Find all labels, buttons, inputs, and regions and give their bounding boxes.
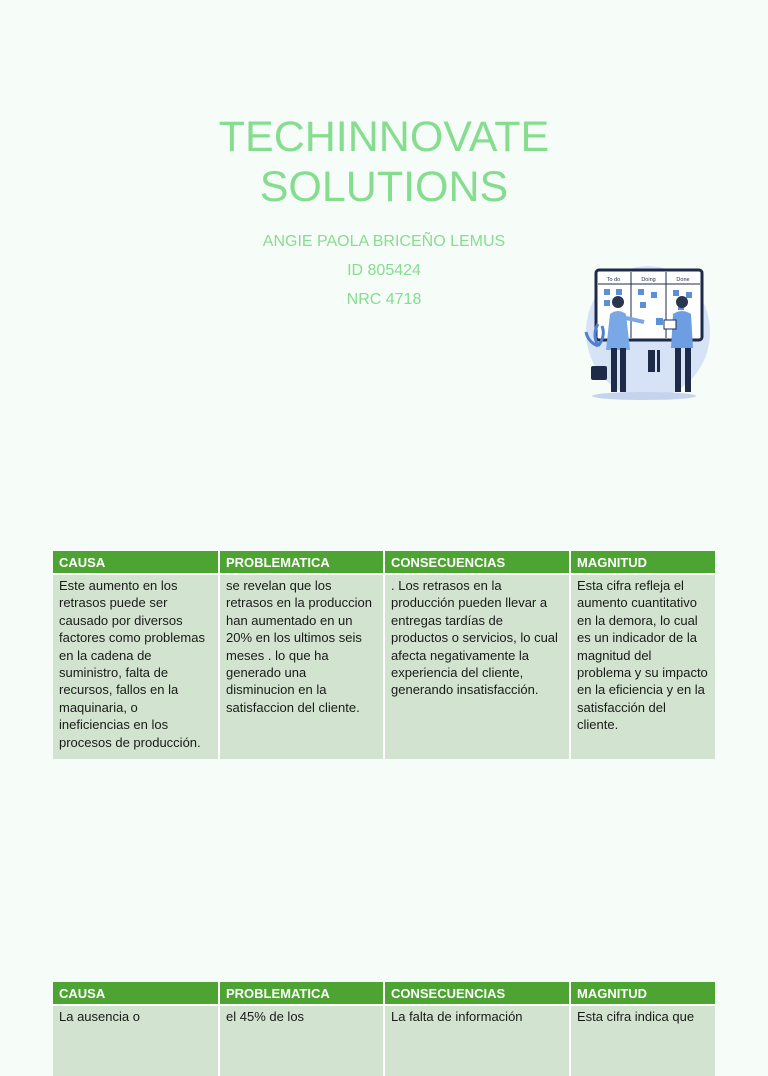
title-line-1: TECHINNOVATE	[218, 113, 550, 161]
analysis-table-2	[53, 982, 715, 1076]
header-causa: CAUSA	[53, 982, 219, 1005]
cell-magnitud: Esta cifra indica que	[570, 1005, 715, 1076]
page-title	[0, 112, 768, 212]
student-id: ID 805424	[347, 262, 421, 279]
table-header-row	[53, 982, 715, 1005]
board-col-doing: Doing	[641, 277, 656, 283]
nrc-code: NRC 4718	[346, 291, 422, 308]
analysis-table-1	[53, 551, 715, 759]
header-consecuencias: CONSECUENCIAS	[384, 551, 570, 574]
cell-problematica: se revelan que los retrasos en la produccion han aumentado en un 20% en los ultimos seis meses . lo que ha generado una disminucion en la satisfaccion del cliente.	[219, 574, 384, 759]
header-problematica: PROBLEMATICA	[219, 982, 384, 1005]
cell-problematica: el 45% de los	[219, 1005, 384, 1076]
header-magnitud: MAGNITUD	[570, 982, 715, 1005]
title-line-2: SOLUTIONS	[259, 163, 509, 211]
board-col-todo: To do	[606, 277, 621, 283]
cell-consecuencias: . Los retrasos en la producción pueden llevar a entregas tardías de productos o servicios, lo cual afecta negativamente la experiencia del cliente, generando insatisfacción.	[384, 574, 570, 759]
cell-consecuencias: La falta de información	[384, 1005, 570, 1076]
team-kanban-illustration-icon	[578, 262, 712, 402]
board-col-done: Done	[676, 277, 690, 283]
table-header-row	[53, 551, 715, 574]
header-magnitud: MAGNITUD	[570, 551, 715, 574]
cell-causa: Este aumento en los retrasos puede ser causado por diversos factores como problemas en la cadena de suministro, falta de recursos, fallos en la maquinaria, o ineficiencias en los procesos de producción.	[53, 574, 219, 759]
cell-magnitud: Esta cifra refleja el aumento cuantitativo en la demora, lo cual es un indicador de la magnitud del problema y su impacto en la eficiencia y en la satisfacción del cliente.	[570, 574, 715, 759]
cell-causa: La ausencia o	[53, 1005, 219, 1076]
header-causa: CAUSA	[53, 551, 219, 574]
author-name: ANGIE PAOLA BRICEÑO LEMUS	[262, 233, 506, 250]
table-row	[53, 1005, 715, 1076]
table-row	[53, 574, 715, 759]
header-problematica: PROBLEMATICA	[219, 551, 384, 574]
header-consecuencias: CONSECUENCIAS	[384, 982, 570, 1005]
